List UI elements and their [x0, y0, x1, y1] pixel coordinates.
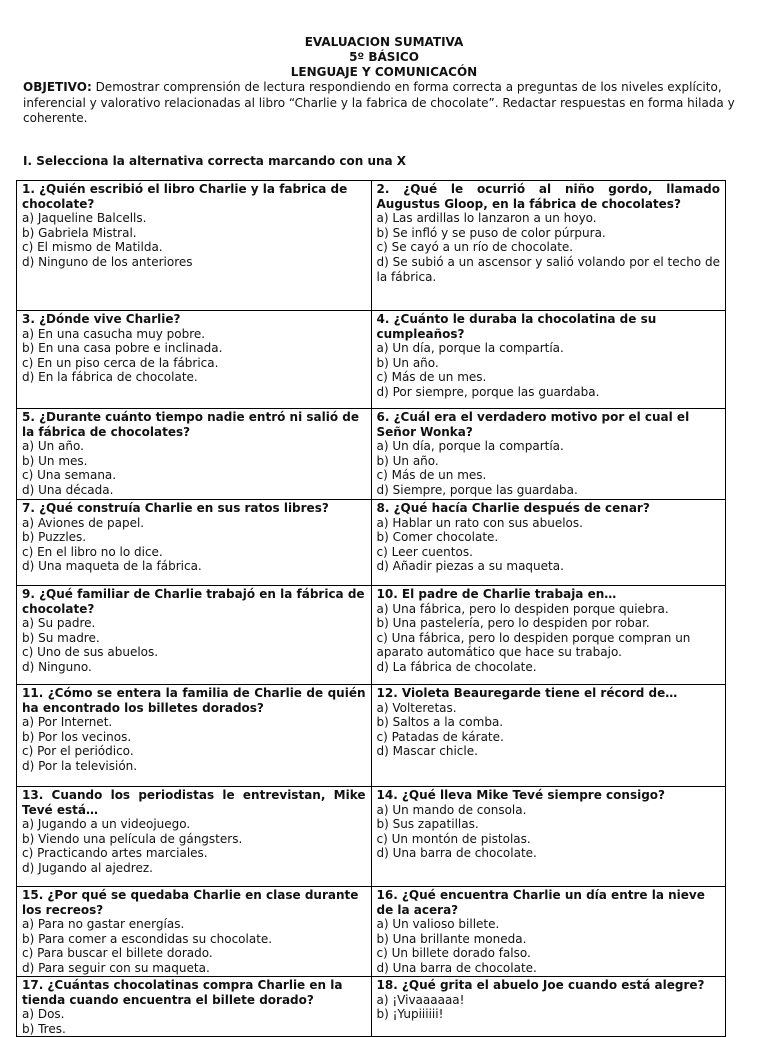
- question-text: 14. ¿Qué lleva Mike Tevé siempre consigo?: [376, 788, 665, 802]
- option-d: d) La fábrica de chocolate.: [376, 659, 537, 674]
- option-a: a) Aviones de papel.: [22, 515, 145, 530]
- option-b: b) Un año.: [376, 355, 439, 370]
- option-b: b) Una brillante moneda.: [376, 931, 527, 946]
- option-d: d) Jugando al ajedrez.: [22, 860, 153, 875]
- question-text: 6. ¿Cuál era el verdadero motivo por el cual el Señor Wonka?: [376, 410, 690, 439]
- option-b: b) Una pastelería, pero lo despiden por robar.: [376, 616, 650, 631]
- question-cell-17: [17, 977, 372, 1037]
- table-row: [17, 787, 726, 887]
- option-a: a) Un día, porque la compartía.: [376, 439, 564, 454]
- option-d: d) Una barra de chocolate.: [376, 846, 537, 861]
- option-c: c) Leer cuentos.: [376, 544, 473, 559]
- header-subject: LENGUAJE Y COMUNICACÓN: [290, 65, 478, 79]
- question-cell-7: [17, 500, 372, 586]
- option-b: b) Se infló y se puso de color púrpura.: [376, 225, 606, 240]
- question-text: 11. ¿Cómo se entera la familia de Charlie de quién ha encontrado los billetes dorados?: [22, 686, 366, 715]
- question-cell-6: [371, 409, 726, 500]
- objective-paragraph: [23, 80, 745, 127]
- document-header: [0, 35, 768, 80]
- section-title: I. Selecciona la alternativa correcta marcando con una X: [23, 154, 407, 168]
- question-text: 5. ¿Durante cuánto tiempo nadie entró ni salió de la fábrica de chocolates?: [22, 410, 359, 439]
- question-cell-12: [371, 685, 726, 787]
- option-d: d) Por la televisión.: [22, 758, 138, 773]
- option-c: c) El mismo de Matilda.: [22, 240, 163, 255]
- question-cell-4: [371, 311, 726, 409]
- table-row: [17, 500, 726, 586]
- question-cell-16: [371, 887, 726, 977]
- questions-table: [16, 180, 726, 1037]
- option-a: a) Un mando de consola.: [376, 802, 527, 817]
- option-c: c) Uno de sus abuelos.: [22, 645, 159, 660]
- option-b: b) Saltos a la comba.: [376, 715, 504, 730]
- question-text: 10. El padre de Charlie trabaja en…: [376, 587, 617, 601]
- table-row: [17, 311, 726, 409]
- table-row: [17, 181, 726, 311]
- option-d: d) Ninguno de los anteriores: [22, 254, 193, 269]
- option-c: c) Practicando artes marciales.: [22, 846, 208, 861]
- question-cell-14: [371, 787, 726, 887]
- option-c: c) En un piso cerca de la fábrica.: [22, 355, 219, 370]
- question-text: 2. ¿Qué le ocurrió al niño gordo, llamado Augustus Gloop, en la fábrica de chocolates?: [376, 182, 720, 211]
- option-c: c) Un montón de pistolas.: [376, 831, 531, 846]
- table-row: [17, 887, 726, 977]
- option-b: b) Viendo una película de gángsters.: [22, 831, 243, 846]
- question-text: 8. ¿Qué hacía Charlie después de cenar?: [376, 501, 650, 515]
- option-d: d) Por siempre, porque las guardaba.: [376, 384, 600, 399]
- table-row: [17, 586, 726, 685]
- option-c: c) Por el periódico.: [22, 744, 134, 759]
- option-a: a) Un valioso billete.: [376, 917, 500, 932]
- question-cell-13: [17, 787, 372, 887]
- option-a: a) Dos.: [22, 1007, 65, 1022]
- question-cell-10: [371, 586, 726, 685]
- question-text: 13. Cuando los periodistas le entrevistan, Mike Tevé está…: [22, 788, 366, 817]
- option-b: b) Su madre.: [22, 630, 100, 645]
- option-a: a) Jaqueline Balcells.: [22, 211, 147, 226]
- header-title: EVALUACION SUMATIVA: [304, 35, 464, 49]
- question-text: 7. ¿Qué construía Charlie en sus ratos libres?: [22, 501, 329, 515]
- question-text: 15. ¿Por qué se quedaba Charlie en clase durante los recreos?: [22, 888, 359, 917]
- option-d: d) Para seguir con su maqueta.: [22, 960, 210, 975]
- header-grade: 5º BÁSICO: [349, 50, 419, 64]
- option-d: d) Añadir piezas a su maqueta.: [376, 559, 564, 574]
- table-row: [17, 977, 726, 1037]
- option-b: b) Puzzles.: [22, 530, 87, 545]
- option-c: c) Para buscar el billete dorado.: [22, 946, 213, 961]
- option-c: c) Más de un mes.: [376, 468, 487, 483]
- option-d: d) Mascar chicle.: [376, 744, 478, 759]
- option-a: a) Un año.: [22, 439, 84, 454]
- option-b: b) ¡Yupiiiiii!: [376, 1007, 444, 1022]
- option-c: c) Una semana.: [22, 468, 117, 483]
- question-cell-1: [17, 181, 372, 311]
- option-b: b) Tres.: [22, 1021, 66, 1036]
- option-d: d) Se subió a un ascensor y salió volando por el techo de la fábrica.: [376, 254, 720, 284]
- option-a: a) Volteretas.: [376, 700, 457, 715]
- option-a: a) Para no gastar energías.: [22, 917, 185, 932]
- option-c: c) Un billete dorado falso.: [376, 946, 531, 961]
- option-d: d) En la fábrica de chocolate.: [22, 370, 198, 385]
- option-a: a) Jugando a un videojuego.: [22, 817, 191, 832]
- option-b: b) Comer chocolate.: [376, 530, 499, 545]
- option-c: c) Patadas de kárate.: [376, 729, 504, 744]
- option-d: d) Una maqueta de la fábrica.: [22, 559, 202, 574]
- option-c: c) En el libro no lo dice.: [22, 544, 163, 559]
- option-c: c) Más de un mes.: [376, 370, 487, 385]
- option-b: b) Un mes.: [22, 453, 88, 468]
- question-text: 16. ¿Qué encuentra Charlie un día entre la nieve de la acera?: [376, 888, 705, 917]
- option-a: a) En una casucha muy pobre.: [22, 326, 206, 341]
- question-text: 4. ¿Cuánto le duraba la chocolatina de su cumpleaños?: [376, 312, 657, 341]
- question-text: 12. Violeta Beauregarde tiene el récord de…: [376, 686, 678, 700]
- option-d: d) Ninguno.: [22, 659, 92, 674]
- question-cell-8: [371, 500, 726, 586]
- option-b: b) En una casa pobre e inclinada.: [22, 341, 223, 356]
- option-b: b) Un año.: [376, 453, 439, 468]
- question-cell-3: [17, 311, 372, 409]
- question-text: 3. ¿Dónde vive Charlie?: [22, 312, 181, 326]
- option-a: a) Una fábrica, pero lo despiden porque quiebra.: [376, 601, 669, 616]
- option-a: a) Su padre.: [22, 616, 96, 631]
- option-a: a) ¡Vivaaaaaa!: [376, 992, 465, 1007]
- table-row: [17, 685, 726, 787]
- option-a: a) Las ardillas lo lanzaron a un hoyo.: [376, 211, 597, 226]
- objective-label: OBJETIVO:: [23, 80, 92, 94]
- option-a: a) Hablar un rato con sus abuelos.: [376, 515, 583, 530]
- question-cell-15: [17, 887, 372, 977]
- question-text: 18. ¿Qué grita el abuelo Joe cuando está alegre?: [376, 978, 705, 992]
- option-b: b) Para comer a escondidas su chocolate.: [22, 931, 273, 946]
- question-cell-2: [371, 181, 726, 311]
- question-cell-9: [17, 586, 372, 685]
- option-c: c) Se cayó a un río de chocolate.: [376, 240, 574, 255]
- option-c: c) Una fábrica, pero lo despiden porque compran un aparato automático que hace su trabajo.: [376, 630, 691, 660]
- question-text: 9. ¿Qué familiar de Charlie trabajó en la fábrica de chocolate?: [22, 587, 365, 616]
- question-text: 1. ¿Quién escribió el libro Charlie y la fabrica de chocolate?: [22, 182, 348, 211]
- question-cell-11: [17, 685, 372, 787]
- option-b: b) Por los vecinos.: [22, 729, 132, 744]
- option-d: d) Una década.: [22, 482, 114, 497]
- option-a: a) Por Internet.: [22, 715, 113, 730]
- option-d: d) Siempre, porque las guardaba.: [376, 482, 578, 497]
- option-b: b) Sus zapatillas.: [376, 817, 479, 832]
- question-cell-18: [371, 977, 726, 1037]
- option-b: b) Gabriela Mistral.: [22, 225, 137, 240]
- table-row: [17, 409, 726, 500]
- option-a: a) Un día, porque la compartía.: [376, 341, 564, 356]
- objective-text: Demostrar comprensión de lectura respondiendo en forma correcta a preguntas de los niveles explícito, inferencial y valorativo relacionadas al libro “Charlie y la fabrica de chocolate”. Redactar respuestas en forma hilada y coherente.: [23, 80, 735, 125]
- option-d: d) Una barra de chocolate.: [376, 960, 537, 975]
- question-text: 17. ¿Cuántas chocolatinas compra Charlie en la tienda cuando encuentra el billete dorado?: [22, 978, 343, 1007]
- question-cell-5: [17, 409, 372, 500]
